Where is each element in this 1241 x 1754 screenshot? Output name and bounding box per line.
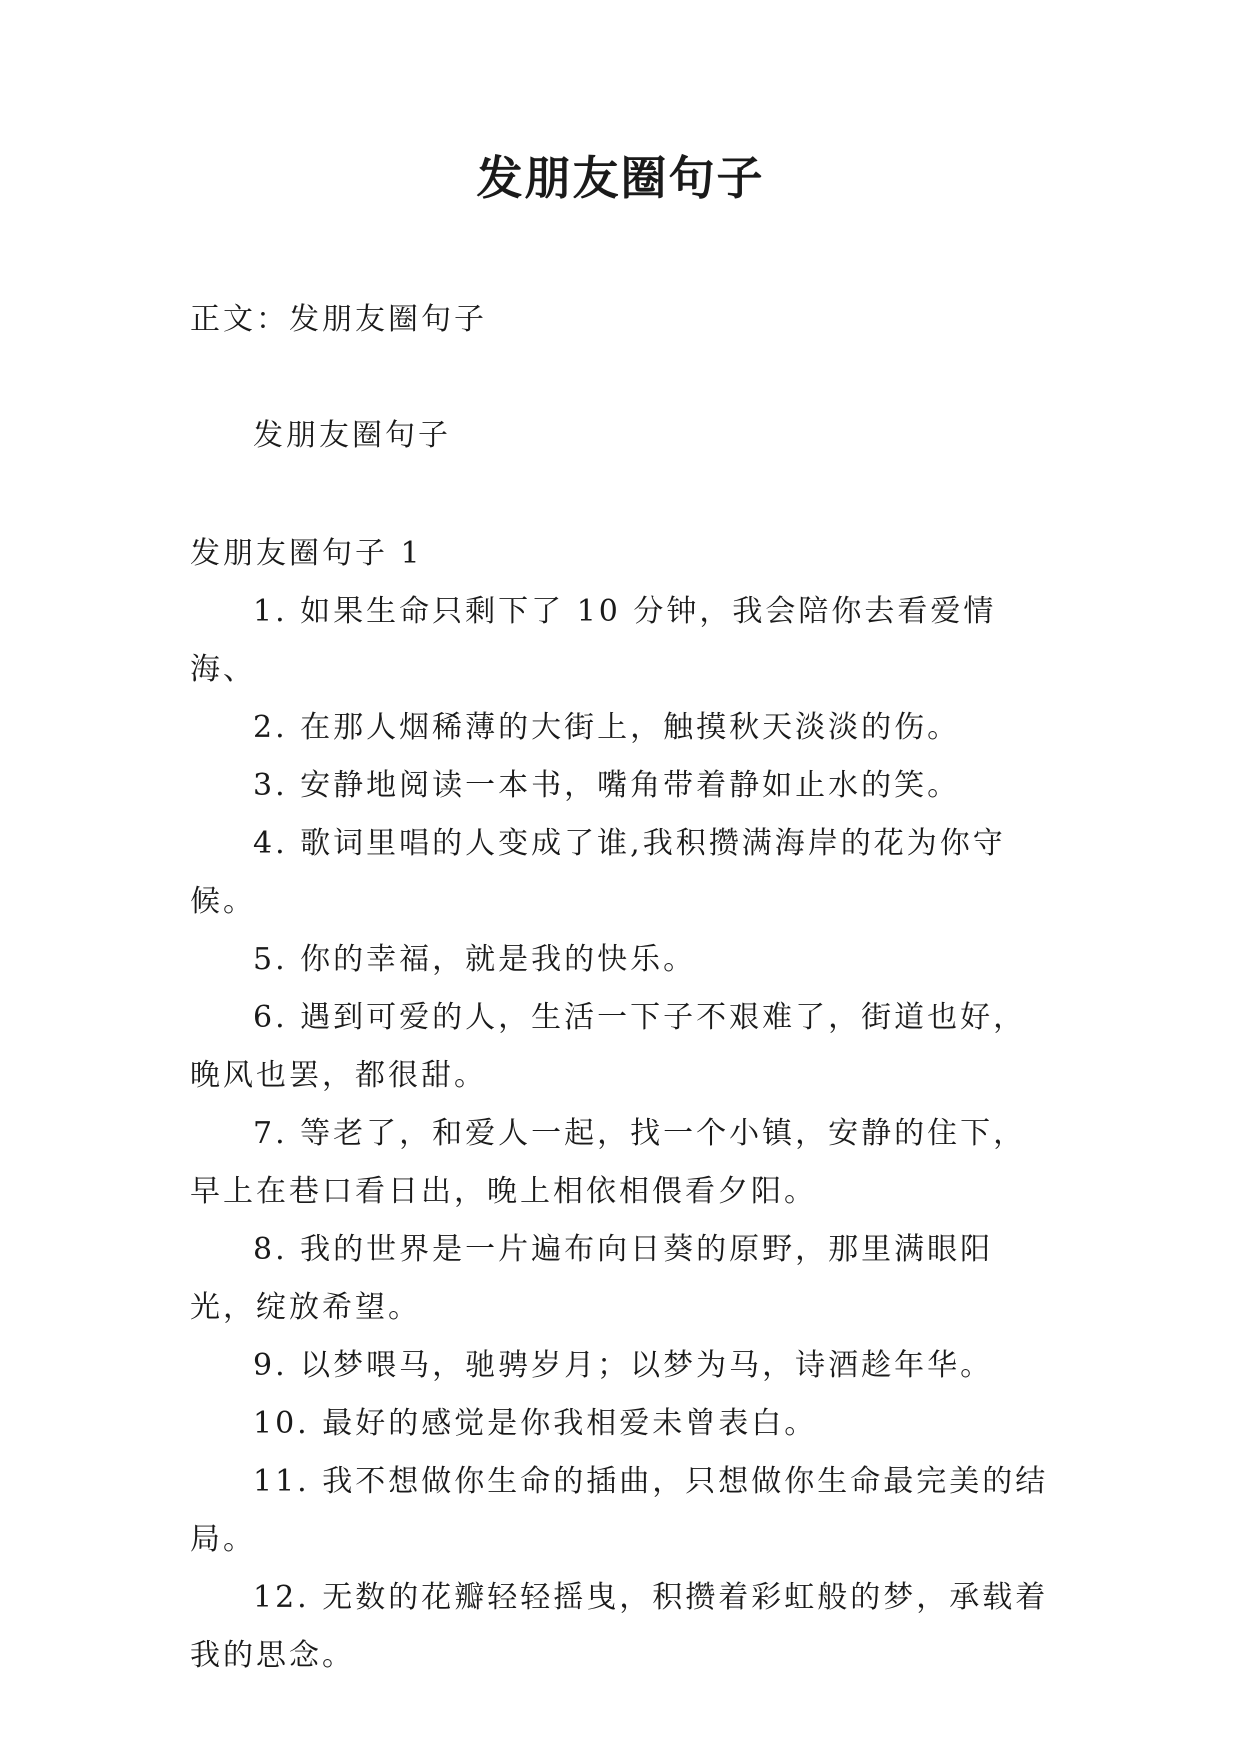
section-heading: 发朋友圈句子 1 [190, 536, 423, 571]
list-item: 12. 无数的花瓣轻轻摇曳，积攒着彩虹般的梦，承载着我的思念。 [190, 1580, 1049, 1673]
list-item: 1. 如果生命只剩下了 10 分钟，我会陪你去看爱情海、 [190, 594, 997, 687]
document-title: 发朋友圈句子 [476, 151, 765, 205]
body-label: 正文：发朋友圈句子 [190, 302, 487, 337]
document-body [190, 291, 1050, 1685]
list-item: 3. 安静地阅读一本书，嘴角带着静如止水的笑。 [253, 768, 961, 803]
document-subtitle: 发朋友圈句子 [253, 418, 451, 453]
list-item: 5. 你的幸福，就是我的快乐。 [253, 942, 697, 977]
list-item: 8. 我的世界是一片遍布向日葵的原野，那里满眼阳光，绽放希望。 [190, 1232, 994, 1325]
list-item: 11. 我不想做你生命的插曲，只想做你生命最完美的结局。 [190, 1464, 1049, 1557]
list-item: 9. 以梦喂马，驰骋岁月；以梦为马，诗酒趁年华。 [253, 1348, 994, 1383]
list-item: 10. 最好的感觉是你我相爱未曾表白。 [253, 1406, 818, 1441]
list-item: 4. 歌词里唱的人变成了谁,我积攒满海岸的花为你守候。 [190, 826, 1006, 919]
list-item: 6. 遇到可爱的人，生活一下子不艰难了，街道也好，晚风也罢，都很甜。 [190, 1000, 1027, 1093]
list-item: 2. 在那人烟稀薄的大街上，触摸秋天淡淡的伤。 [253, 710, 961, 745]
list-item: 7. 等老了，和爱人一起，找一个小镇，安静的住下，早上在巷口看日出，晚上相依相偎看夕阳。 [190, 1116, 1027, 1209]
